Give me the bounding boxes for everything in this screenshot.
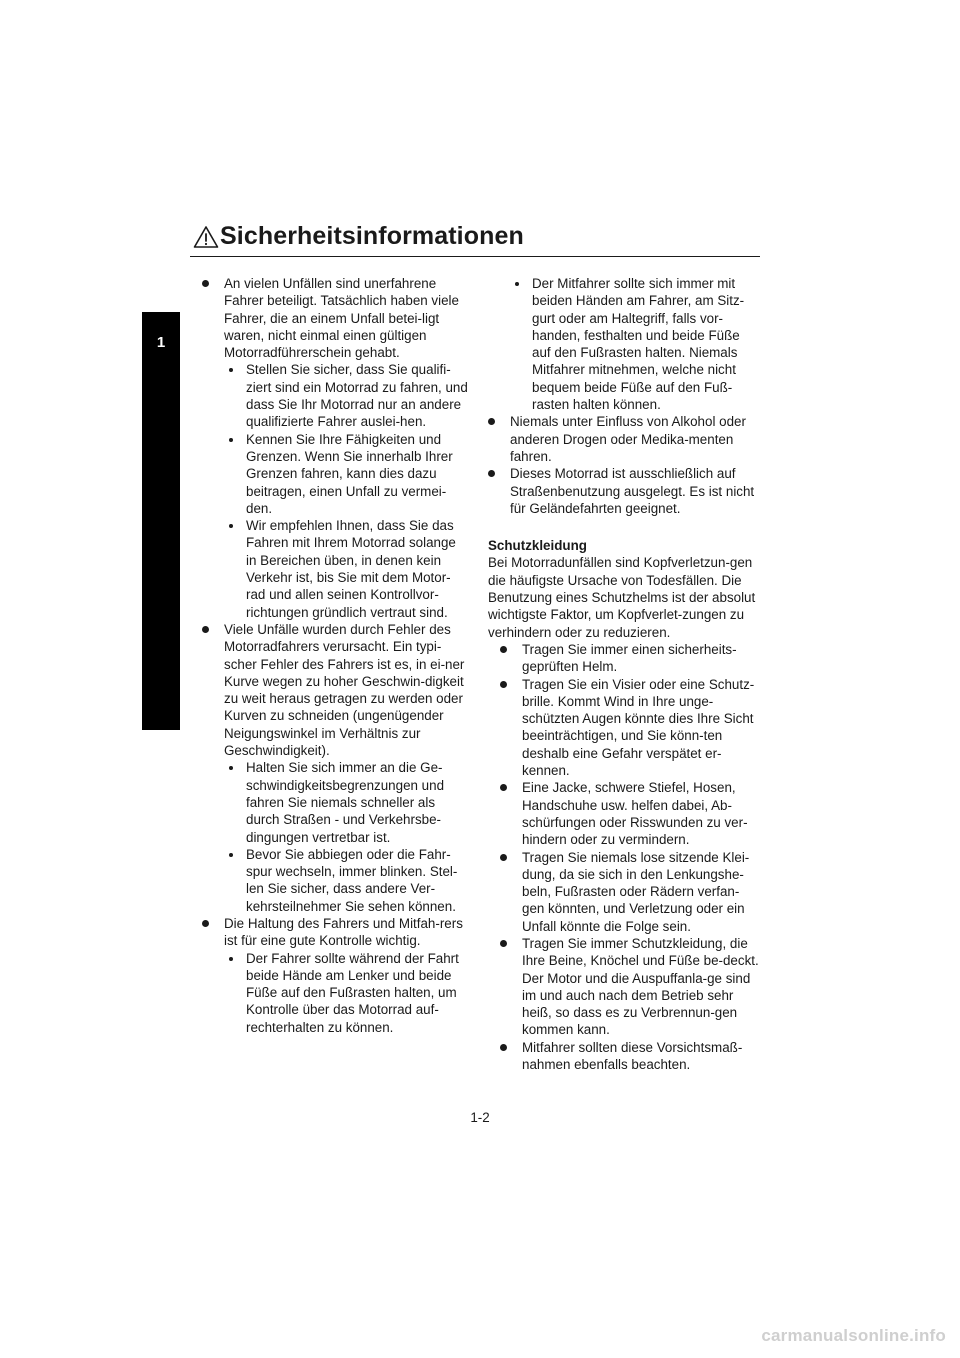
- bullet-icon: [500, 1044, 507, 1051]
- page-title: Sicherheitsinformationen: [220, 222, 524, 250]
- list-item-text: Dieses Motorrad ist ausschließlich auf Straßenbenutzung ausgelegt. Es ist nicht für Geländefahrten geeignet.: [510, 466, 755, 516]
- list-item: [500, 1039, 760, 1074]
- bullet-icon: [500, 784, 507, 791]
- watermark-brand[interactable]: carmanualsonline.info: [761, 1326, 946, 1345]
- sub-bullet-icon: [229, 524, 233, 528]
- bullet-icon: [500, 646, 507, 653]
- list-item-text: An vielen Unfällen sind unerfahrene Fahrer beteiligt. Tatsächlich haben viele Fahrer, die an einem Unfall betei-ligt waren, nicht einmal einen gültigen Motorradführerschein gehabt.: [224, 276, 459, 361]
- list-item-text: Tragen Sie niemals lose sitzende Klei-dung, da sie sich in den Lenkungshe-beln, Fußrasten oder Rädern verfan-gen könnten, und Verletzung oder ein Unfall könnte die Folge sein.: [522, 849, 750, 934]
- sub-list-item-text: Bevor Sie abbiegen oder die Fahr-spur wechseln, immer blinken. Stel-len Sie sicher, dass andere Ver-kehrsteilnehmer Sie sehen können.: [246, 846, 458, 914]
- list-item-text: Die Haltung des Fahrers und Mitfah-rers ist für eine gute Kontrolle wichtig.: [224, 915, 463, 949]
- chapter-tab: [142, 312, 180, 730]
- sub-bullet-icon: [229, 957, 233, 961]
- sub-list-item: [224, 431, 468, 517]
- bullet-icon: [488, 418, 495, 425]
- sub-list-item: [224, 846, 468, 915]
- warning-triangle-icon: [193, 225, 219, 249]
- sub-list-item-text: Kennen Sie Ihre Fähigkeiten und Grenzen. Wenn Sie innerhalb Ihrer Grenzen fahren, kann dies dazu beitragen, einen Unfall zu vermei-den.: [246, 431, 453, 516]
- chapter-number: 1: [156, 334, 166, 351]
- list-item: [202, 621, 468, 759]
- sub-bullet-icon: [229, 766, 233, 770]
- bullet-icon: [488, 470, 495, 477]
- sub-list-item-text: Stellen Sie sicher, dass Sie qualifi-ziert sind ein Motorrad zu fahren, und dass Sie Ihr Motorrad nur an andere qualifizierte Fahrer auslei-hen.: [246, 362, 468, 430]
- list-item: [202, 915, 468, 950]
- list-item-text: Mitfahrer sollten diese Vorsichtsmaß-nahmen ebenfalls beachten.: [522, 1039, 743, 1073]
- list-item: [500, 935, 760, 1039]
- list-item-text: Tragen Sie immer einen sicherheits-geprüften Helm.: [522, 641, 737, 675]
- page-header: [190, 222, 760, 257]
- bullet-icon: [500, 940, 507, 947]
- list-item-text: Viele Unfälle wurden durch Fehler des Motorradfahrers verursacht. Ein typi-scher Fehler des Fahrers ist es, in ei-ner Kurve wegen zu hoher Geschwin-digkeit zu weit heraus getragen zu werden oder Kurven zu schneiden (ungenügender Neigungswinkel im Verhältnis zur Geschwindigkeit).: [224, 621, 465, 759]
- list-item: [500, 779, 760, 848]
- section-paragraph: Bei Motorradunfällen sind Kopfverletzun-gen die häufigste Ursache von Todesfällen. Die Benutzung eines Schutzhelms ist der absolut wichtigste Faktor, um Kopfverlet-zungen zu verhindern oder zu reduzieren.: [488, 555, 756, 640]
- sub-bullet-icon: [229, 368, 233, 372]
- list-item: [488, 465, 760, 517]
- sub-bullet-icon: [229, 438, 233, 442]
- sub-list-item: [224, 950, 468, 1036]
- sub-list-item: [224, 759, 468, 845]
- sub-list-item: [510, 275, 760, 413]
- bullet-icon: [500, 854, 507, 861]
- bullet-icon: [202, 280, 209, 287]
- sub-bullet-icon: [229, 853, 233, 857]
- sub-list-item-text: Der Mitfahrer sollte sich immer mit beiden Händen am Fahrer, am Sitz-gurt oder am Haltegriff, falls vor-handen, festhalten und beide Füße auf den Fußrasten halten. Niemals Mitfahrer mitnehmen, welche nicht bequem beide Füße auf den Fuß-rasten halten können.: [532, 276, 745, 413]
- sub-list-item-text: Der Fahrer sollte während der Fahrt beide Hände am Lenker und beide Füße auf den Fußrasten halten, um Kontrolle über das Motorrad auf-rechterhalten zu können.: [246, 950, 459, 1035]
- left-column: [202, 275, 468, 1036]
- bullet-icon: [500, 681, 507, 688]
- list-item: [202, 275, 468, 361]
- list-item: [500, 676, 760, 780]
- sub-list-item: [224, 517, 468, 621]
- sub-bullet-icon: [515, 282, 519, 286]
- list-item-text: Tragen Sie immer Schutzkleidung, die Ihre Beine, Knöchel und Füße be-deckt. Der Motor und die Auspuffanla-ge sind im und auch nach dem Betrieb sehr heiß, so dass es zu Verbrennun-gen kommen kann.: [522, 935, 759, 1038]
- sub-list-item-text: Halten Sie sich immer an die Ge-schwindigkeitsbegrenzungen und fahren Sie niemals schneller als durch Straßen - und Verkehrsbe-dingungen vertretbar ist.: [246, 760, 445, 845]
- right-column: [488, 275, 760, 1073]
- list-item-text: Tragen Sie ein Visier oder eine Schutz-brille. Kommt Wind in Ihre unge-schützten Augen könnte dies Ihre Sicht beeinträchtigen, und Sie könn-ten deshalb eine Gefahr verspätet er-kennen.: [522, 676, 755, 779]
- section-heading: Schutzkleidung: [488, 538, 587, 554]
- list-item: [500, 849, 760, 935]
- bullet-icon: [202, 626, 209, 633]
- list-item-text: Niemals unter Einfluss von Alkohol oder anderen Drogen oder Medika-menten fahren.: [510, 414, 746, 464]
- sub-list-item: [224, 361, 468, 430]
- page-number: 1-2: [470, 1110, 490, 1125]
- bullet-icon: [202, 920, 209, 927]
- list-item: [488, 413, 760, 465]
- list-item-text: Eine Jacke, schwere Stiefel, Hosen, Handschuhe usw. helfen dabei, Ab-schürfungen oder Risswunden zu ver-hindern oder zu vermindern.: [522, 780, 748, 848]
- list-item: [500, 641, 760, 676]
- sub-list-item-text: Wir empfehlen Ihnen, dass Sie das Fahren mit Ihrem Motorrad solange in Bereichen üben, in denen kein Verkehr ist, bis Sie mit dem Motor-rad und allen seinen Kontrollvor-richtungen gründlich vertraut sind.: [246, 518, 456, 620]
